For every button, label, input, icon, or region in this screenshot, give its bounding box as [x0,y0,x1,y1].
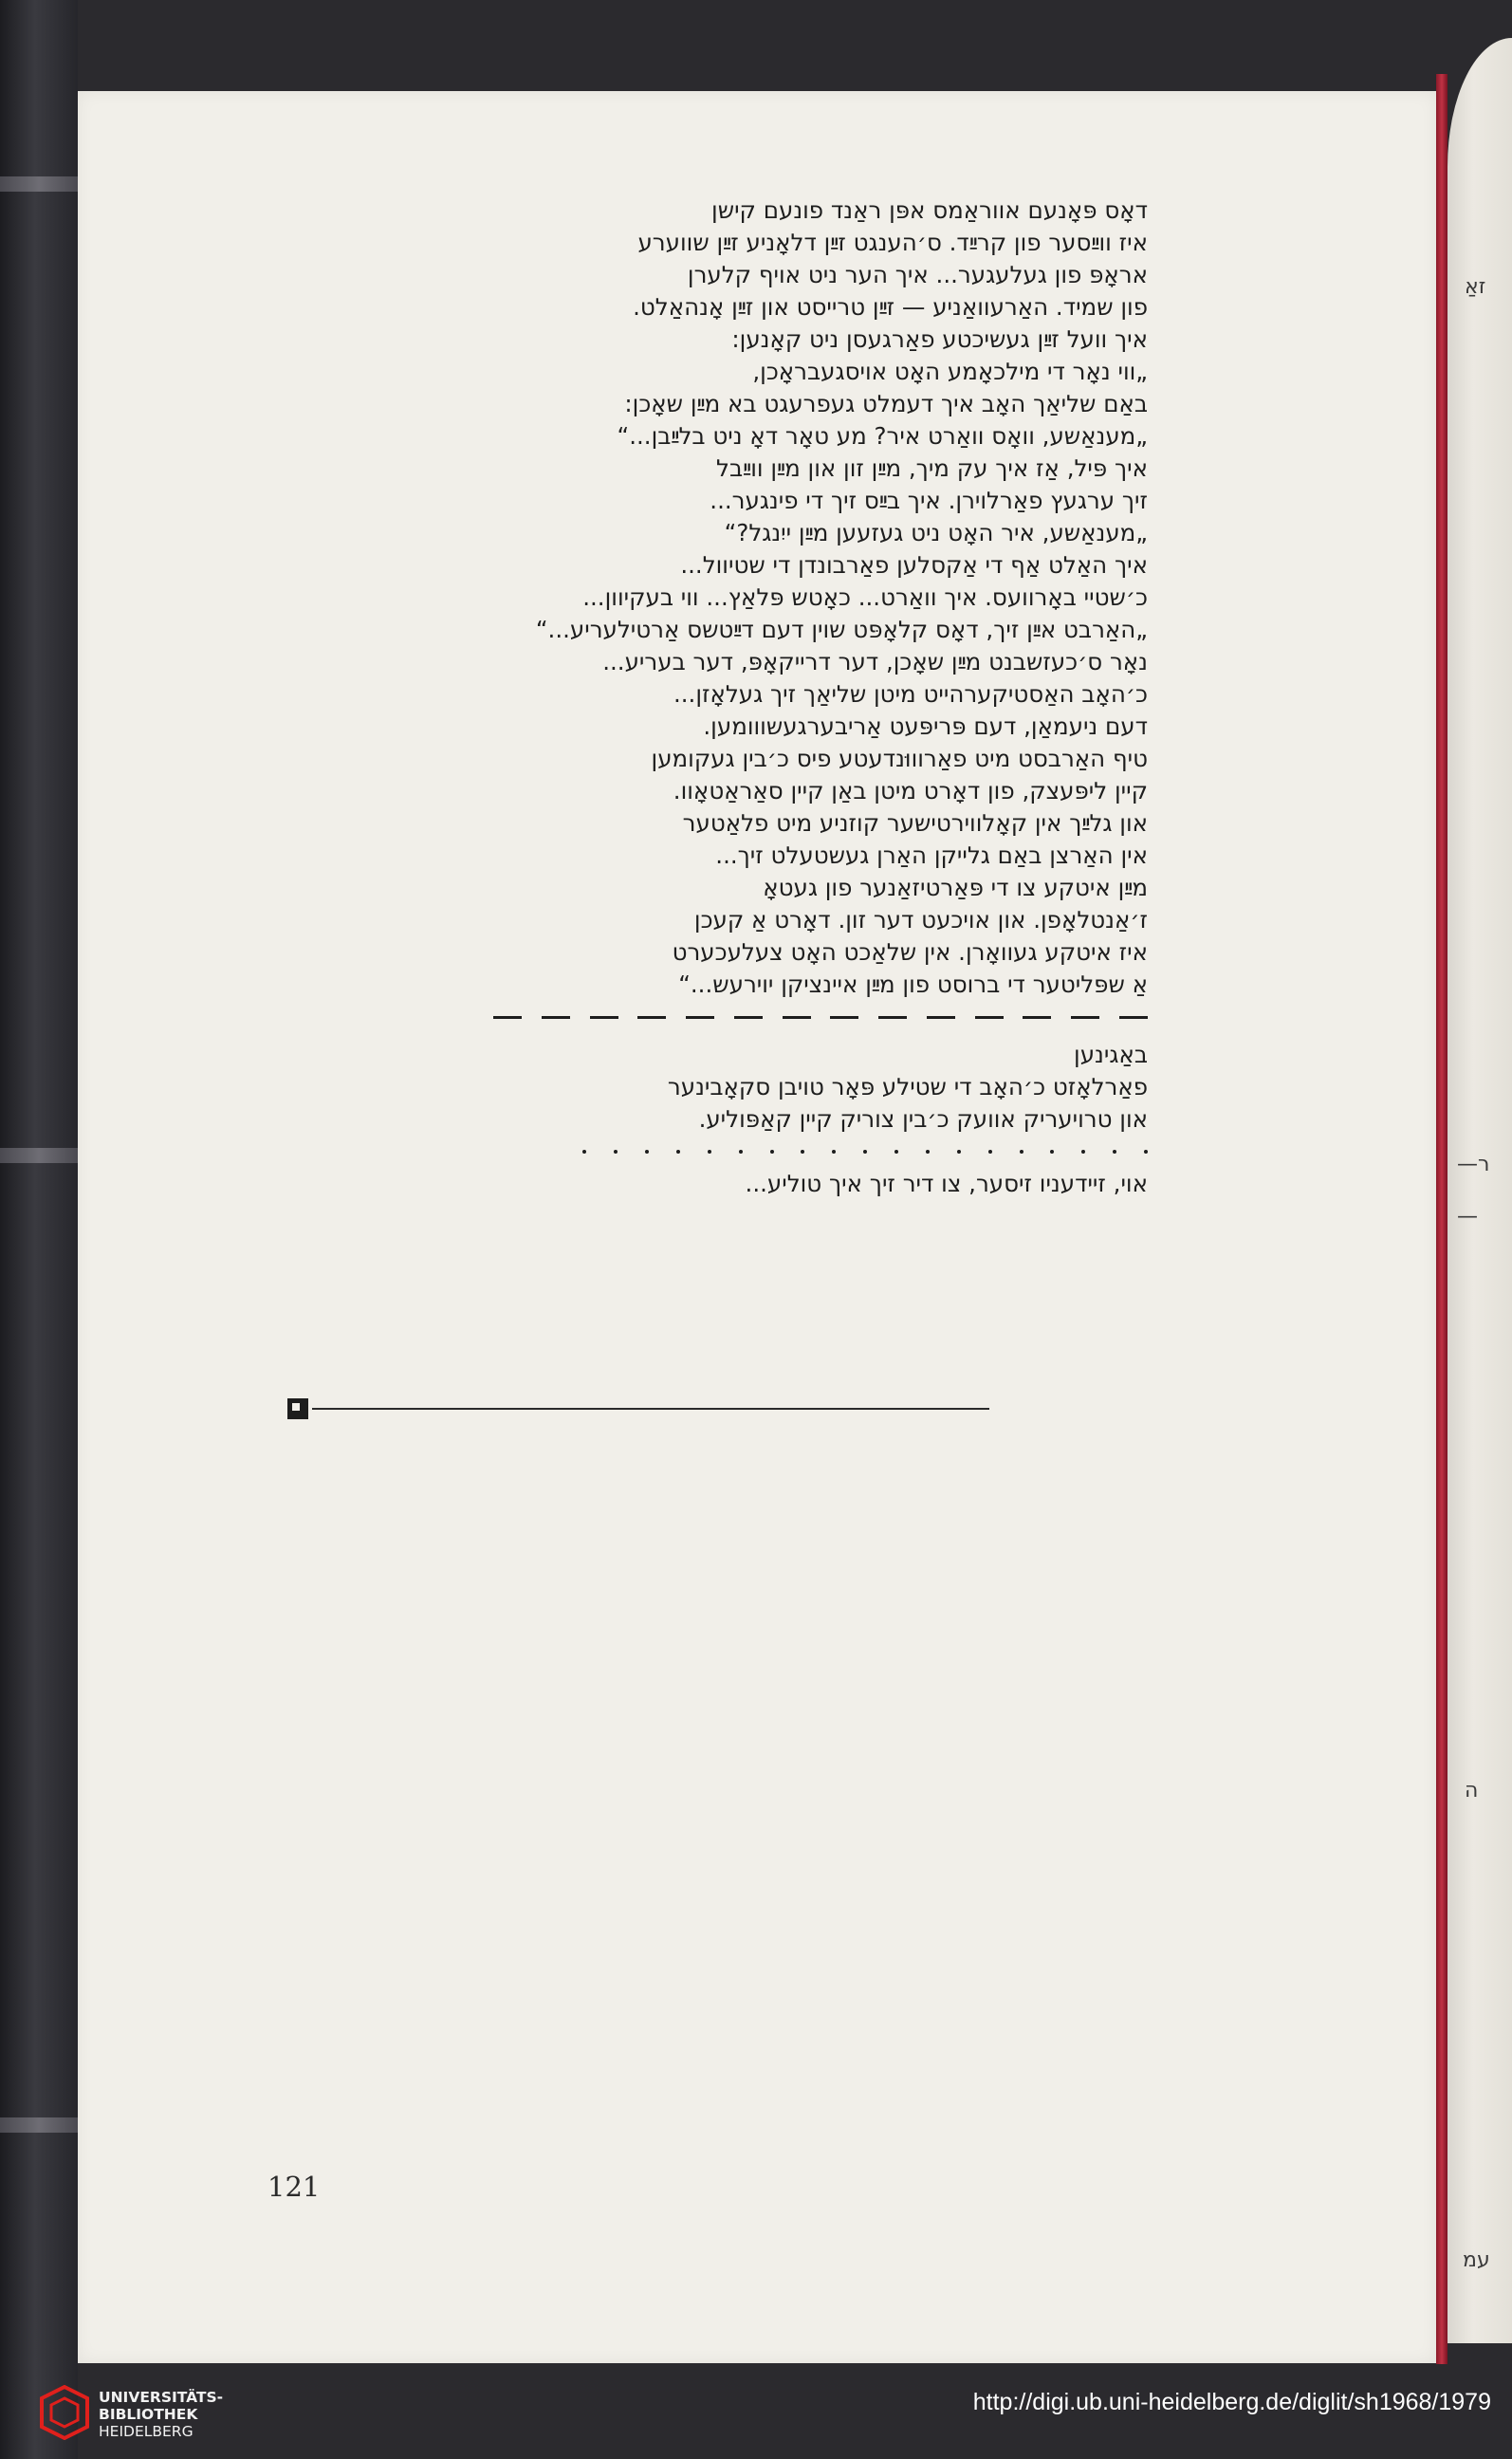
library-name-line: UNIVERSITÄTS- [99,2389,224,2406]
dash-mark [1119,1016,1148,1019]
edge-text: זאַ [1465,275,1486,299]
dot-mark [1050,1150,1054,1154]
binding-stripe [0,2117,78,2133]
binding-stripe [0,1148,78,1163]
permalink-url[interactable]: http://digi.ub.uni-heidelberg.de/diglit/sh1968/1979 [972,2389,1491,2415]
dash-mark [590,1016,618,1019]
poem-line: איך פּיל, אַז איך עק מיך, מײַן זון און מײַן ווײַבל [716,454,1148,482]
dash-mark [783,1016,811,1019]
poem-line: קיין ליפּעצק, פון דאָרט מיטן באַן קיין סאַראַטאָוו. [673,777,1148,804]
poem-line: פון שמיד. האַרעוואַניע — זײַן טרייסט און זײַן אָנהאַלט. [633,293,1148,321]
dot-mark [926,1150,930,1154]
dot-mark [676,1150,680,1154]
library-name-line: BIBLIOTHEK [99,2406,198,2423]
poem-line: „מענאַשע, איר האָט ניט געזעען מײַן ייִנגל?“ [724,519,1148,546]
dot-mark [614,1150,618,1154]
dot-mark [708,1150,711,1154]
poem-stanza [493,194,1148,1001]
poem-line: באַם שליאַך האָב איך דעמלט געפרעגט בא מײַן שאָכן: [624,390,1148,417]
dot-mark [1144,1150,1148,1154]
poem-line: „ווי נאָר די מילכאָמע האָט אויסגעבראָכן, [752,358,1148,385]
dot-mark [894,1150,898,1154]
poem-line: און גלײַך אין קאָלווירטישער קוזניע מיט פלאַטער [682,809,1148,837]
facing-page-edge [1447,38,1512,2343]
page-number: 121 [267,2171,321,2203]
dash-mark [637,1016,666,1019]
poem-line: דאָס פּאָנעם אווראַמס אפּן ראַנד פונעם קישן [711,196,1148,224]
poem-line: טיף האַרבסט מיט פאַרוווּנדעטע פיס כ׳בין געקומען [651,745,1148,772]
horizontal-rule [312,1408,989,1410]
dot-separator [582,1136,1148,1168]
dot-mark [1020,1150,1023,1154]
university-library-logo-icon[interactable] [40,2385,89,2440]
dash-mark [1071,1016,1099,1019]
edge-text: —ר [1457,1153,1490,1176]
dash-mark [734,1016,763,1019]
poem-line: איך האַלט אַף די אַקסלען פאַרבונדן די שטיוול... [680,551,1148,579]
poem-line: זיך ערגעץ פאַרלוירן. איך בײַס זיך די פינגער... [710,487,1148,514]
binding-stripe [0,176,78,192]
poem-stanza-after [493,1039,1148,1136]
edge-text: ה [1465,1779,1479,1803]
dot-mark [582,1150,586,1154]
dash-mark [542,1016,570,1019]
end-square-icon [287,1398,308,1419]
dot-mark [863,1150,867,1154]
poem-line: ז׳אַנטלאָפן. און אויכעט דער זון. דאָרט אַ קעכן [693,906,1148,934]
poem-line: איך וועל זײַן געשיכטע פאַרגעסן ניט קאָנען: [731,325,1148,353]
dot-mark [739,1150,743,1154]
edge-text: — [1457,1205,1478,1229]
edge-text: עמ [1463,2248,1490,2272]
dash-mark [878,1016,907,1019]
dash-mark [975,1016,1004,1019]
poem-line: „מענאַשע, וואָס וואַרט איר? מע טאָר דאָ ניט בלײַבן...“ [617,422,1148,450]
book-binding [0,0,78,2459]
poem-line: מײַן איטקע צו די פּאַרטיזאַנער פון געטאָ [763,874,1148,901]
library-name [99,2389,223,2440]
dot-mark [957,1150,961,1154]
dot-mark [988,1150,992,1154]
poem-line: אין האַרצן באַם גלייקן האַרן געשטעלט זיך... [715,841,1148,869]
poem-line: אראָפּ פון געלעגער... איך הער ניט אויף קלערן [687,261,1148,288]
dot-mark [832,1150,836,1154]
dot-mark [1081,1150,1085,1154]
dot-mark [801,1150,804,1154]
poem-line: כ׳האָב האַסטיקערהייט מיטן שליאַך זיך געלאָזן... [673,680,1148,708]
page-red-edge [1436,74,1447,2364]
poem-line: אַ שפּליטער די ברוסט פון מײַן איינציקן יוירעש...“ [678,971,1148,998]
dash-mark [686,1016,714,1019]
poem-line: איז ווײַסער פון קרײַד. ס׳הענגט זײַן דלאָניע זײַן שווערע [637,229,1148,256]
dash-mark [830,1016,858,1019]
dash-separator [493,1001,1148,1033]
poem-line: כ׳שטיי באָרוועס. איך וואַרט... כאָטש פּלאַץ... ווי בעקיוון... [582,583,1148,611]
poem-line: דעם ניעמאַן, דעם פּריפּעט אַריבערגעשווומען. [703,712,1148,740]
poem-text [493,194,1148,1200]
end-rule [287,1398,989,1427]
poem-line: פאַרלאָזט כ׳האָב די שטילע פּאָר טויבן סקאָבינער [667,1073,1148,1100]
poem-last-line: אוי, זיידעניו זיסער, צו דיר זיך איך טוליע... [745,1170,1148,1197]
poem-line: נאָר ס׳כעזשבנט מײַן שאָכן, דער דרייקאָפּ, דער בעריע... [602,648,1148,675]
poem-line: באַגינען [1074,1041,1148,1068]
dash-mark [1023,1016,1051,1019]
poem-line: „האַרבט אײַן זיך, דאָס קלאָפּט שוין דעם דײַטשס אַרטילעריע...“ [535,616,1148,643]
dot-mark [645,1150,649,1154]
dash-mark [493,1016,522,1019]
poem-line: איז איטקע געוואָרן. אין שלאַכט האָט צעלעכערט [672,938,1148,966]
poem-line: און טרויעריק אוועק כ׳בין צוריק קיין קאַפּוליע. [698,1105,1148,1133]
dash-mark [927,1016,955,1019]
library-name-line: HEIDELBERG [99,2423,194,2440]
dot-mark [1113,1150,1116,1154]
dot-mark [770,1150,774,1154]
